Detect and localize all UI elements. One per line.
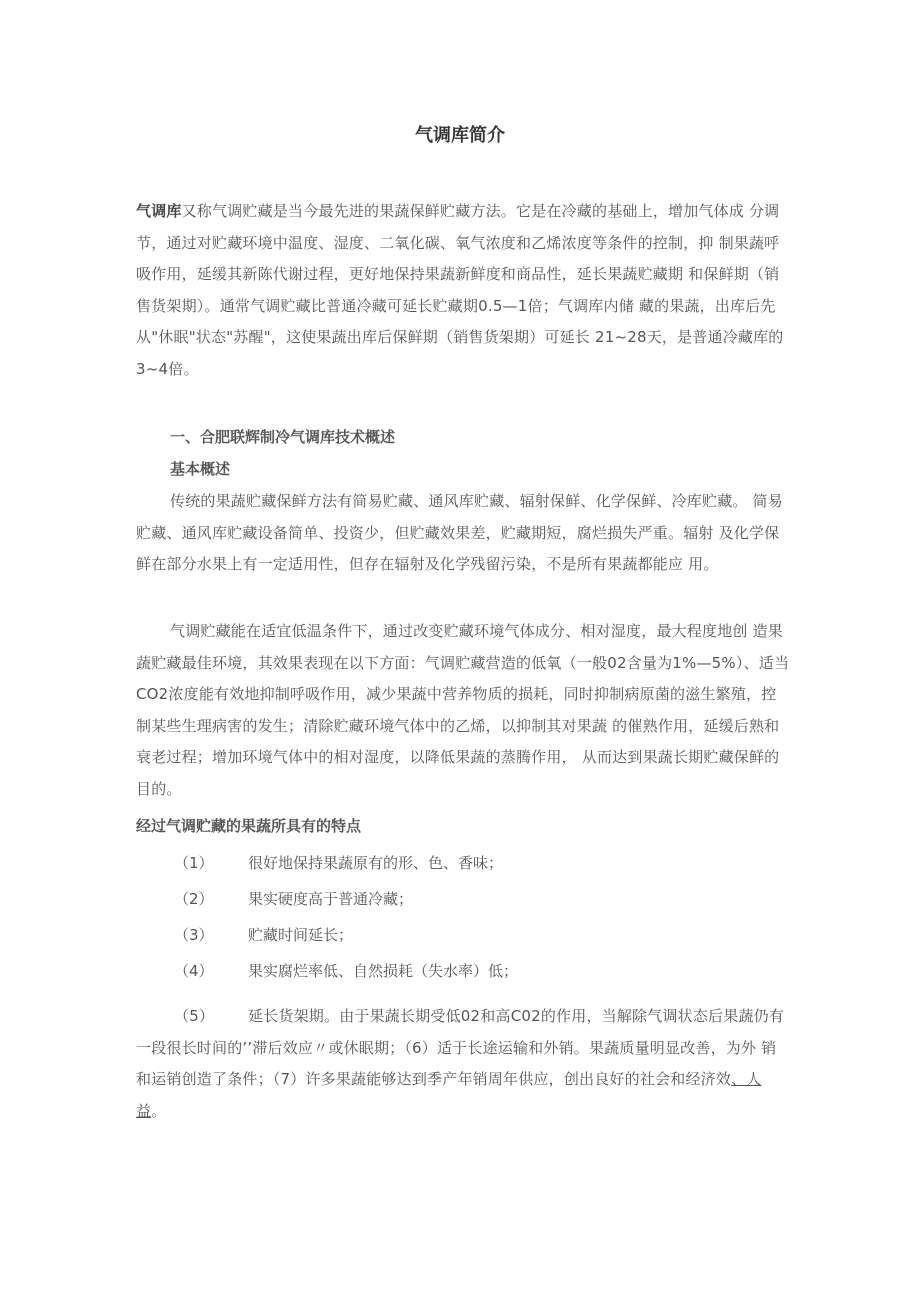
feature-text: 果实硬度高于普通冷藏； <box>248 890 414 908</box>
paragraph-traditional-methods: 传统的果蔬贮藏保鲜方法有简易贮藏、通风库贮藏、辐射保鲜、化学保鲜、冷库贮藏。 简易贮藏、通风库贮藏设备简单、投资少，但贮藏效果差，贮藏期短，腐烂损失严重。辐射 及化学保鲜在部分水果上有一定适用性，但存在辐射及化学残留污染，不是所有果蔬都能应 用。 <box>136 492 783 573</box>
feature-item-2 <box>174 888 413 910</box>
feature-number: （1） <box>174 854 214 872</box>
feature5-end-punctuation: 。 <box>151 1101 167 1120</box>
document-title: 气调库简介 <box>415 125 505 146</box>
feature-number: （3） <box>174 926 214 944</box>
intro-lead-term: 气调库 <box>136 202 182 220</box>
paragraph-ca-storage-effects: 气调贮藏能在适宜低温条件下，通过改变贮藏环境气体成分、相对湿度，最大程度地创 造果蔬贮藏最佳环境，其效果表现在以下方面：气调贮藏营造的低氧（一般02含量为1%—5%）、适当CO2浓度能有效地抑制呼吸作用，减少果蔬中营养物质的损耗，同时抑制病原菌的滋生繁殖，控制某些生理病害的发生；清除贮藏环境气体中的乙烯，以抑制其对果蔬 的催熟作用，延缓后熟和衰老过程；增加环境气体中的相对湿度，以降低果蔬的蒸腾作用， 从而达到果蔬长期贮藏保鲜的目的。 <box>136 622 790 798</box>
intro-text: 又称气调贮藏是当今最先进的果蔬保鲜贮藏方法。它是在冷藏的基础上，增加气体成 分调节，通过对贮藏环境中温度、湿度、二氧化碳、氧气浓度和乙烯浓度等条件的控制，抑 制果蔬呼吸作用，延缓其新陈代谢过程，更好地保持果蔬新鲜度和商品性，延长果蔬贮藏期 和保鲜期（销售货架期）。通常气调贮藏比普通冷藏可延长贮藏期0.5—1倍；气调库内储 藏的果蔬，出库后先从"休眠"状态"苏醒"，这使果蔬出库后保鲜期（销售货架期）可延长 21~28天，是普通冷藏库的3~4倍。 <box>136 202 784 378</box>
features-heading: 经过气调贮藏的果蔬所具有的特点 <box>136 817 362 835</box>
feature-item-4 <box>174 960 518 982</box>
section1-heading: 一、合肥联辉制冷气调库技术概述 <box>170 428 396 446</box>
section1-subheading: 基本概述 <box>170 460 231 478</box>
feature-text: 贮藏时间延长； <box>248 926 354 944</box>
feature-number: （5） <box>174 1007 215 1025</box>
feature-item-3 <box>174 924 353 946</box>
feature-number: （4） <box>174 962 214 980</box>
feature-text: 很好地保持果蔬原有的形、色、香味； <box>248 854 504 872</box>
feature5-text: 延长货架期。由于果蔬长期受低02和高C02的作用，当解除气调状态后果蔬仍有 一段很长时间的’’滞后效应〃或休眠期；（6）适于长途运输和外销。果蔬质量明显改善，为外 销和运销创造了条件；（7）许多果蔬能够达到季产年销周年供应，创出良好的社会和经济效 <box>136 1007 785 1088</box>
feature-item-5-paragraph <box>136 1001 790 1127</box>
feature-item-1 <box>174 852 503 874</box>
feature-number: （2） <box>174 890 214 908</box>
intro-paragraph <box>136 196 790 385</box>
feature-text: 果实腐烂率低、自然损耗（失水率）低； <box>248 962 519 980</box>
feature5-underlined-text: 、人 <box>731 1070 762 1088</box>
feature5-underlined-tail: 益 <box>136 1101 152 1120</box>
